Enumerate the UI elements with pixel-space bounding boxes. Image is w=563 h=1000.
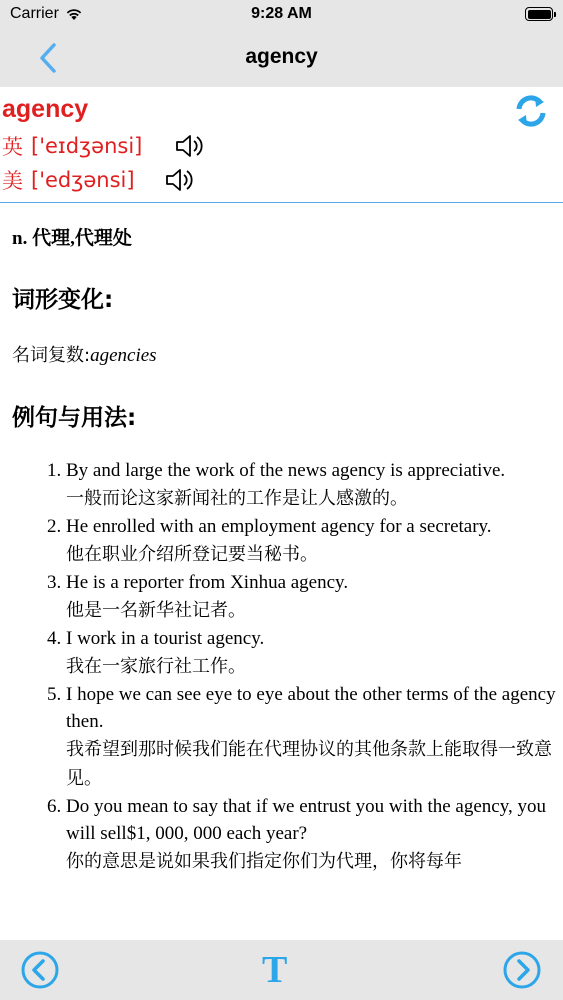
us-ipa: ['edʒənsi] (31, 168, 135, 192)
navigation-bar (0, 30, 563, 87)
word-header (0, 87, 563, 203)
example-cn: 他是一名新华社记者。 (66, 600, 246, 621)
example-en: Do you mean to say that if we entrust you with the agency, you will sell$1, 000, 000 each year? (66, 796, 546, 844)
us-speaker-icon[interactable] (164, 165, 194, 195)
word-forms (12, 341, 157, 367)
status-bar (0, 0, 563, 30)
example-en: He is a reporter from Xinhua agency. (66, 572, 349, 593)
circle-chevron-right-icon[interactable] (502, 950, 542, 990)
headword: agency (2, 95, 89, 123)
uk-pronunciation (2, 131, 142, 161)
definition: n. 代理,代理处 (12, 228, 132, 249)
example-en: I hope we can see eye to eye about the other terms of the agency then. (66, 684, 556, 732)
list-item (66, 457, 556, 513)
forms-title: 词形变化: (12, 287, 114, 313)
uk-label: 英 (2, 135, 23, 159)
example-en: He enrolled with an employment agency for a secretary. (66, 516, 492, 537)
list-item (66, 625, 556, 681)
examples-title: 例句与用法: (12, 405, 137, 431)
bottom-toolbar (0, 940, 563, 1000)
examples-list (0, 457, 556, 876)
list-item (66, 793, 556, 876)
example-cn: 他在职业介绍所登记要当秘书。 (66, 544, 318, 565)
example-en: I work in a tourist agency. (66, 628, 265, 649)
carrier-label: Carrier (10, 5, 59, 22)
list-item (66, 681, 556, 793)
forms-value: agencies (90, 345, 157, 366)
refresh-icon[interactable] (513, 93, 549, 129)
example-cn: 一般而论这家新闻社的工作是让人感激的。 (66, 488, 408, 509)
us-pronunciation (2, 165, 135, 195)
list-item (66, 513, 556, 569)
list-item (66, 569, 556, 625)
example-cn: 你的意思是说如果我们指定你们为代理，你将每年 (66, 851, 462, 872)
uk-speaker-icon[interactable] (174, 131, 204, 161)
page-title: agency (245, 45, 318, 68)
font-size-button[interactable]: T (262, 949, 288, 991)
example-cn: 我希望到那时候我们能在代理协议的其他条款上能取得一致意见。 (66, 739, 552, 789)
example-en: By and large the work of the news agency is appreciative. (66, 460, 506, 481)
circle-chevron-left-icon[interactable] (20, 950, 60, 990)
definition-content[interactable] (0, 203, 563, 940)
us-label: 美 (2, 169, 23, 193)
forms-label: 名词复数: (12, 345, 91, 366)
clock: 9:28 AM (251, 5, 312, 22)
example-cn: 我在一家旅行社工作。 (66, 656, 246, 677)
uk-ipa: ['eɪdʒənsi] (31, 134, 143, 158)
battery-icon (525, 7, 553, 21)
